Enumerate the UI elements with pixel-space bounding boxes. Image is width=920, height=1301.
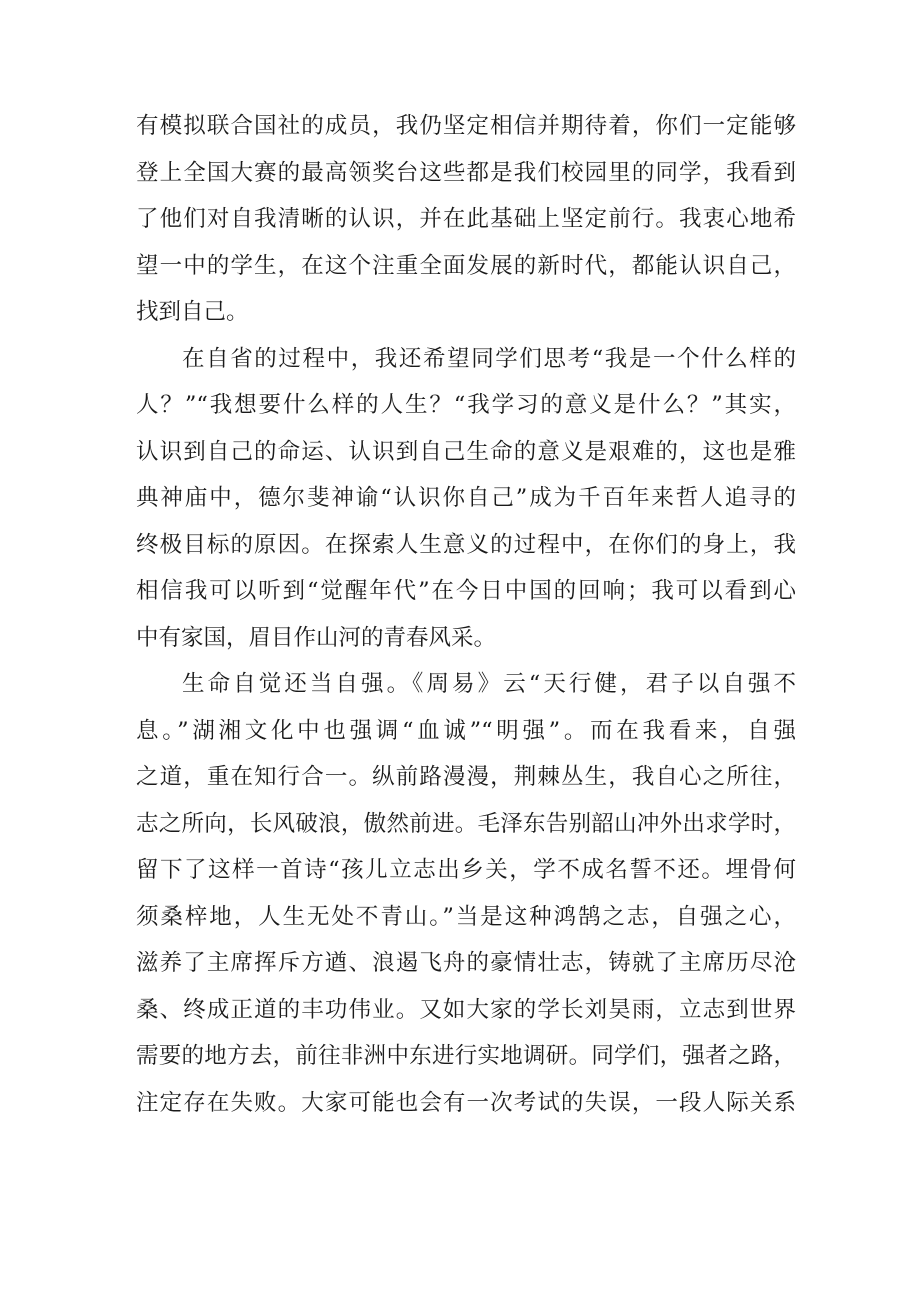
text-line: 有模拟联合国社的成员，我仍坚定相信并期待着，你们一定能够 [136,113,796,139]
text-line: 之道，重在知行合一。纵前路漫漫，荆棘丛生，我自心之所往， [136,764,796,790]
text-line: 留下了这样一首诗“孩儿立志出乡关，学不成名誓不还。埋骨何 [136,857,796,883]
text-line: 滋养了主席挥斥方遒、浪遏飞舟的豪情壮志，铸就了主席历尽沧 [136,950,796,976]
document-body [136,103,796,1126]
text-line: 望一中的学生，在这个注重全面发展的新时代，都能认识自己， [136,252,796,279]
text-line: 终极目标的原因。在探索人生意义的过程中，在你们的身上，我 [136,531,796,558]
text-line: 相信我可以听到“觉醒年代”在今日中国的回响；我可以看到心 [136,578,796,604]
text-line: 须桑梓地，人生无处不青山。”当是这种鸿鹄之志，自强之心， [136,903,796,930]
text-line: 人？”“我想要什么样的人生？“我学习的意义是什么？”其实， [136,392,796,418]
text-line: 注定存在失败。大家可能也会有一次考试的失误，一段人际关系 [136,1089,796,1116]
text-line: 登上全国大赛的最高领奖台这些都是我们校园里的同学，我看到 [136,159,796,186]
text-line: 生命自觉还当自强。《周易》云“天行健，君子以自强不 [182,671,796,697]
paragraph [136,336,796,662]
text-line: 需要的地方去，前往非洲中东进行实地调研。同学们，强者之路， [136,1043,796,1069]
paragraph [136,661,796,1126]
text-line: 了他们对自我清晰的认识，并在此基础上坚定前行。我衷心地希 [136,206,796,232]
text-line: 息。”湖湘文化中也强调“血诚”“明强”。而在我看来，自强 [136,717,796,744]
text-line: 志之所向，长风破浪，傲然前进。毛泽东告别韶山冲外出求学时， [136,810,796,837]
text-line: 典神庙中，德尔斐神谕“认识你自己”成为千百年来哲人追寻的 [136,485,796,511]
text-line: 认识到自己的命运、认识到自己生命的意义是艰难的，这也是雅 [136,438,796,465]
paragraph [136,103,796,336]
text-line: 找到自己。 [136,299,249,325]
text-line: 中有家国，眉目作山河的青春风采。 [136,624,497,651]
text-line: 桑、终成正道的丰功伟业。又如大家的学长刘昊雨，立志到世界 [136,996,796,1023]
text-line: 在自省的过程中，我还希望同学们思考“我是一个什么样的 [182,345,796,372]
